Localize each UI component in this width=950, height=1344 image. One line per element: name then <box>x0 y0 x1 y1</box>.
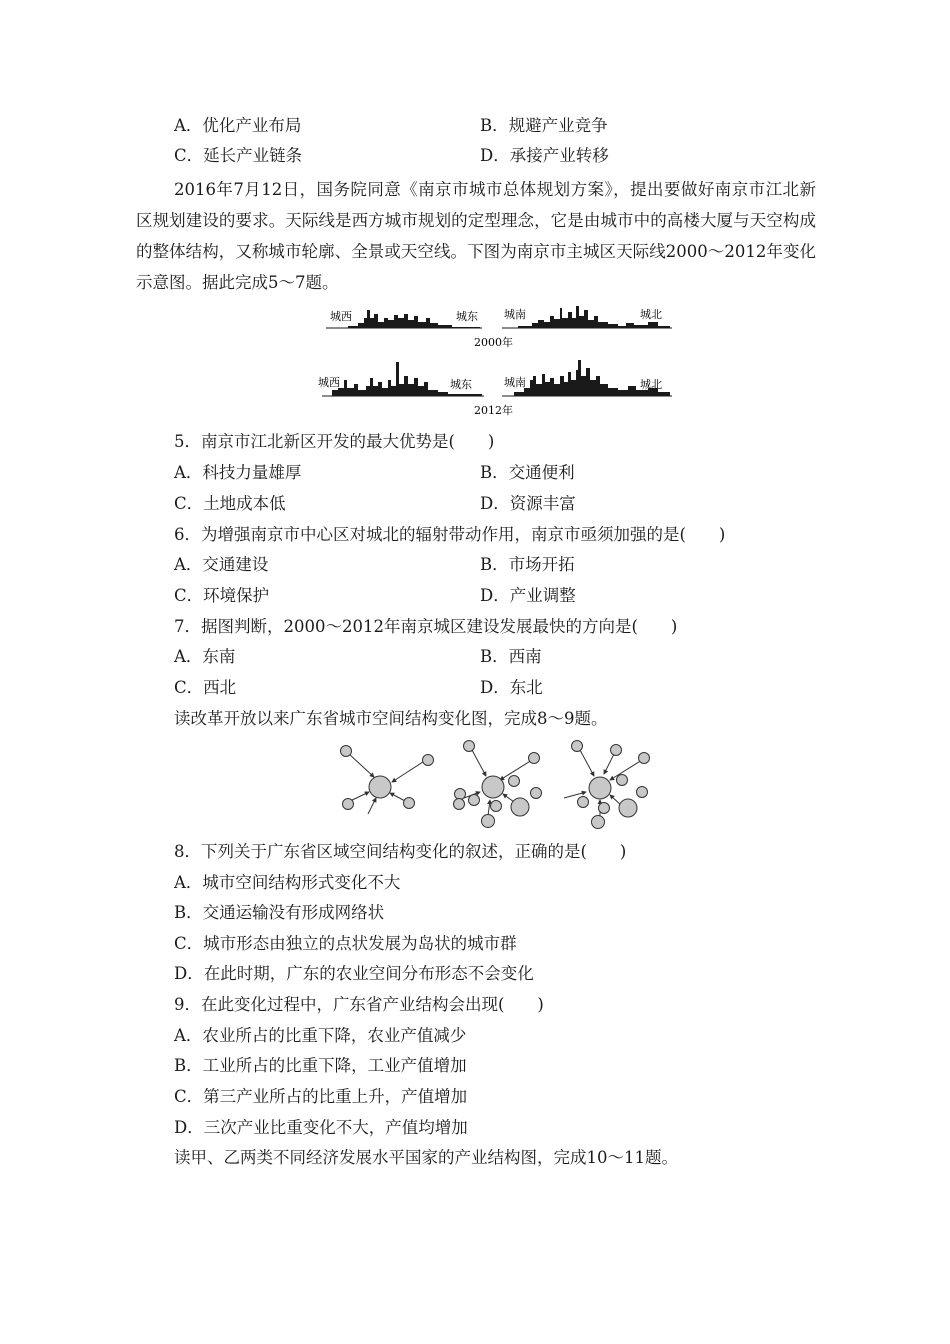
q7-option-a[interactable]: A．东南 <box>174 647 236 666</box>
q5-option-c[interactable]: C．土地成本低 <box>174 494 286 513</box>
q4-option-c[interactable]: C．延长产业链条 <box>174 146 303 165</box>
city-node <box>639 753 650 764</box>
q9-option-a[interactable]: A．农业所占的比重下降，农业产值减少 <box>174 1026 467 1045</box>
city-node <box>509 776 520 787</box>
city-node <box>482 776 504 798</box>
question-6-stem: 6．为增强南京市中心区对城北的辐射带动作用，南京市亟须加强的是( ) <box>174 525 726 544</box>
q4-option-a[interactable]: A．优化产业布局 <box>174 116 302 135</box>
city-node <box>531 788 542 799</box>
q9-option-c[interactable]: C．第三产业所占的比重上升，产值增加 <box>174 1087 468 1106</box>
structure-stage-3 <box>564 741 650 829</box>
q7-options-row-1 <box>174 646 814 668</box>
city-node <box>423 755 434 766</box>
label-2000-south: 城南 <box>504 308 526 321</box>
q6-options-row-1 <box>174 554 814 576</box>
question-9-stem: 9．在此变化过程中，广东省产业结构会出现( ) <box>174 995 544 1014</box>
city-node <box>491 801 502 812</box>
q5-option-d[interactable]: D．资源丰富 <box>480 494 576 513</box>
skyline-2000-south-north <box>502 306 672 328</box>
q6-option-b[interactable]: B．市场开拓 <box>480 555 575 574</box>
city-node <box>454 799 465 810</box>
q6-option-c[interactable]: C．环境保护 <box>174 586 270 605</box>
question-8-stem: 8．下列关于广东省区域空间结构变化的叙述，正确的是( ) <box>174 842 627 861</box>
q7-options-row-2 <box>174 677 814 699</box>
q4-options-row-1 <box>174 115 814 137</box>
q7-option-d[interactable]: D．东北 <box>480 678 543 697</box>
q7-option-b[interactable]: B．西南 <box>480 647 542 666</box>
intro-paragraph-5-7 <box>136 174 816 298</box>
caption-2000: 2000年 <box>474 336 513 349</box>
city-node <box>464 741 475 752</box>
city-node <box>482 815 495 828</box>
city-node <box>617 775 628 786</box>
caption-2012: 2012年 <box>474 404 513 417</box>
q6-option-d[interactable]: D．产业调整 <box>480 586 576 605</box>
label-2012-south: 城南 <box>504 376 526 389</box>
city-node <box>404 798 415 809</box>
structure-stage-1 <box>341 746 434 815</box>
q4-option-d[interactable]: D．承接产业转移 <box>480 146 609 165</box>
label-2000-west: 城西 <box>330 310 352 323</box>
city-node <box>592 816 605 829</box>
city-node <box>529 753 540 764</box>
skyline-2012-south-north <box>502 360 672 396</box>
intro-5-7-text: 2016年7月12日，国务院同意《南京市城市总体规划方案》，提出要做好南京市江北新区规划建设的要求。天际线是西方城市规划的定型理念，它是由城市中的高楼大厦与天空构成的整体结构，又称城市轮廓、全景或天空线。下图为南京市主城区天际线2000～2012年变化示意图。据此完成5～7题。 <box>136 180 816 292</box>
city-node <box>343 799 354 810</box>
city-node <box>455 789 466 800</box>
city-node <box>599 803 610 814</box>
city-node <box>619 799 637 817</box>
skyline-2000-west-east <box>326 310 482 328</box>
q7-option-c[interactable]: C．西北 <box>174 678 237 697</box>
question-7-stem: 7．据图判断，2000～2012年南京城区建设发展最快的方向是( ) <box>174 617 678 636</box>
q9-option-d[interactable]: D．三次产业比重变化不大，产值均增加 <box>174 1118 468 1137</box>
q4-options-row-2 <box>174 145 814 167</box>
q6-option-a[interactable]: A．交通建设 <box>174 555 269 574</box>
structure-stage-2 <box>454 741 542 828</box>
city-node <box>578 797 589 808</box>
skyline-figure <box>318 296 678 420</box>
city-node <box>572 741 583 752</box>
intro-8-9: 读改革开放以来广东省城市空间结构变化图，完成8～9题。 <box>174 709 608 728</box>
city-node <box>637 787 648 798</box>
label-2012-north: 城北 <box>640 378 662 391</box>
city-node <box>369 776 391 798</box>
city-structure-figure <box>336 736 660 832</box>
q5-options-row-1 <box>174 462 814 484</box>
city-node <box>469 795 480 806</box>
label-2000-north: 城北 <box>640 308 662 321</box>
city-node <box>589 777 611 799</box>
q8-option-d[interactable]: D．在此时期，广东的农业空间分布形态不会变化 <box>174 964 534 983</box>
q6-options-row-2 <box>174 585 814 607</box>
question-5-stem: 5．南京市江北新区开发的最大优势是( ) <box>174 432 495 451</box>
skyline-2012-west-east <box>318 362 484 396</box>
q8-option-a[interactable]: A．城市空间结构形式变化不大 <box>174 873 401 892</box>
q5-options-row-2 <box>174 493 814 515</box>
city-node <box>341 746 352 757</box>
city-node <box>611 745 622 756</box>
q8-option-b[interactable]: B．交通运输没有形成网络状 <box>174 903 385 922</box>
q4-option-b[interactable]: B．规避产业竞争 <box>480 116 608 135</box>
q5-option-a[interactable]: A．科技力量雄厚 <box>174 463 302 482</box>
q9-option-b[interactable]: B．工业所占的比重下降，工业产值增加 <box>174 1056 467 1075</box>
q5-option-b[interactable]: B．交通便利 <box>480 463 575 482</box>
intro-10-11: 读甲、乙两类不同经济发展水平国家的产业结构图，完成10～11题。 <box>174 1148 678 1167</box>
label-2000-east: 城东 <box>456 310 478 323</box>
label-2012-east: 城东 <box>450 378 472 391</box>
city-node <box>511 798 529 816</box>
label-2012-west: 城西 <box>318 376 340 389</box>
q8-option-c[interactable]: C．城市形态由独立的点状发展为岛状的城市群 <box>174 934 517 953</box>
